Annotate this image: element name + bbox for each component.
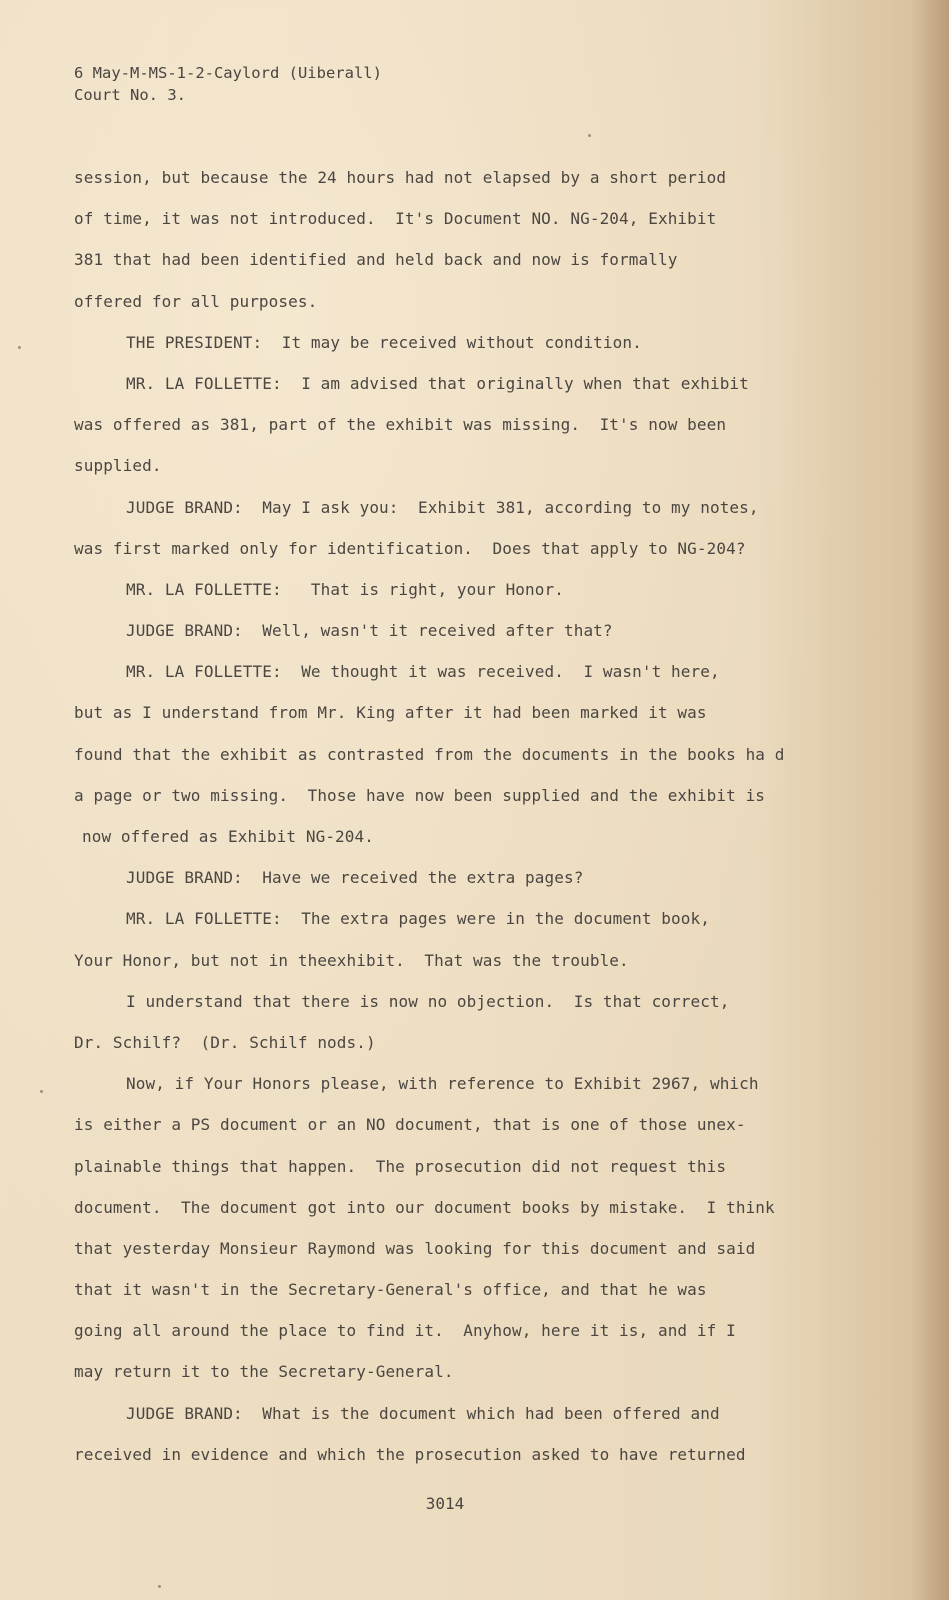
text-line: now offered as Exhibit NG-204.: [82, 827, 374, 846]
text-line: was first marked only for identification. Does that apply to NG-204?: [74, 538, 746, 558]
text-line: a page or two missing. Those have now been supplied and the exhibit is: [74, 785, 766, 805]
page-number: 3014: [425, 1494, 465, 1513]
header-line-1: 6 May-M-MS-1-2-Caylord (Uiberall): [74, 64, 382, 82]
paper-speck: [18, 346, 21, 349]
text-line: of time, it was not introduced. It's Document NO. NG-204, Exhibit: [74, 209, 717, 229]
text-line: JUDGE BRAND: Well, wasn't it received after that?: [126, 621, 613, 641]
text-line: JUDGE BRAND: Have we received the extra pages?: [126, 868, 584, 888]
text-line: offered for all purposes.: [74, 291, 318, 311]
header-line-2: Court No. 3.: [74, 86, 186, 104]
text-line: may return it to the Secretary-General.: [74, 1362, 454, 1382]
text-line: but as I understand from Mr. King after it had been marked it was: [74, 703, 707, 723]
text-line: document. The document got into our document books by mistake. I think: [74, 1197, 775, 1217]
text-line: Your Honor, but not in theexhibit. That was the trouble.: [74, 950, 629, 970]
text-line: plainable things that happen. The prosecution did not request this: [74, 1156, 727, 1176]
text-line: session, but because the 24 hours had not elapsed by a short period: [74, 168, 727, 187]
text-line: supplied.: [74, 456, 162, 476]
text-line: received in evidence and which the prosecution asked to have returned: [74, 1444, 746, 1464]
text-line: MR. LA FOLLETTE: The extra pages were in the document book,: [126, 909, 710, 929]
text-line: Dr. Schilf? (Dr. Schilf nods.): [74, 1032, 376, 1052]
text-line: MR. LA FOLLETTE: That is right, your Honor.: [126, 579, 564, 599]
transcript-body: [74, 164, 854, 1482]
text-line: is either a PS document or an NO document, that is one of those unex-: [74, 1115, 746, 1135]
text-line: MR. LA FOLLETTE: I am advised that originally when that exhibit: [126, 373, 749, 393]
text-line: JUDGE BRAND: What is the document which had been offered and: [126, 1403, 720, 1423]
text-line: JUDGE BRAND: May I ask you: Exhibit 381, according to my notes,: [126, 497, 759, 517]
text-line: that it wasn't in the Secretary-General's office, and that he was: [74, 1280, 707, 1300]
paper-speck: [588, 134, 591, 137]
text-line: found that the exhibit as contrasted from the documents in the books ha d: [74, 744, 785, 764]
text-line: going all around the place to find it. Anyhow, here it is, and if I: [74, 1321, 736, 1341]
text-line: was offered as 381, part of the exhibit was missing. It's now been: [74, 415, 727, 435]
page-header: [74, 62, 382, 106]
paper-speck: [40, 1090, 43, 1093]
text-line: that yesterday Monsieur Raymond was looking for this document and said: [74, 1238, 756, 1258]
text-line: 381 that had been identified and held back and now is formally: [74, 250, 678, 270]
text-line: MR. LA FOLLETTE: We thought it was received. I wasn't here,: [126, 662, 720, 682]
text-line: I understand that there is now no objection. Is that correct,: [126, 991, 730, 1011]
paper-speck: [158, 1585, 161, 1588]
text-line: THE PRESIDENT: It may be received without condition.: [126, 332, 642, 352]
text-line: Now, if Your Honors please, with reference to Exhibit 2967, which: [126, 1074, 759, 1094]
